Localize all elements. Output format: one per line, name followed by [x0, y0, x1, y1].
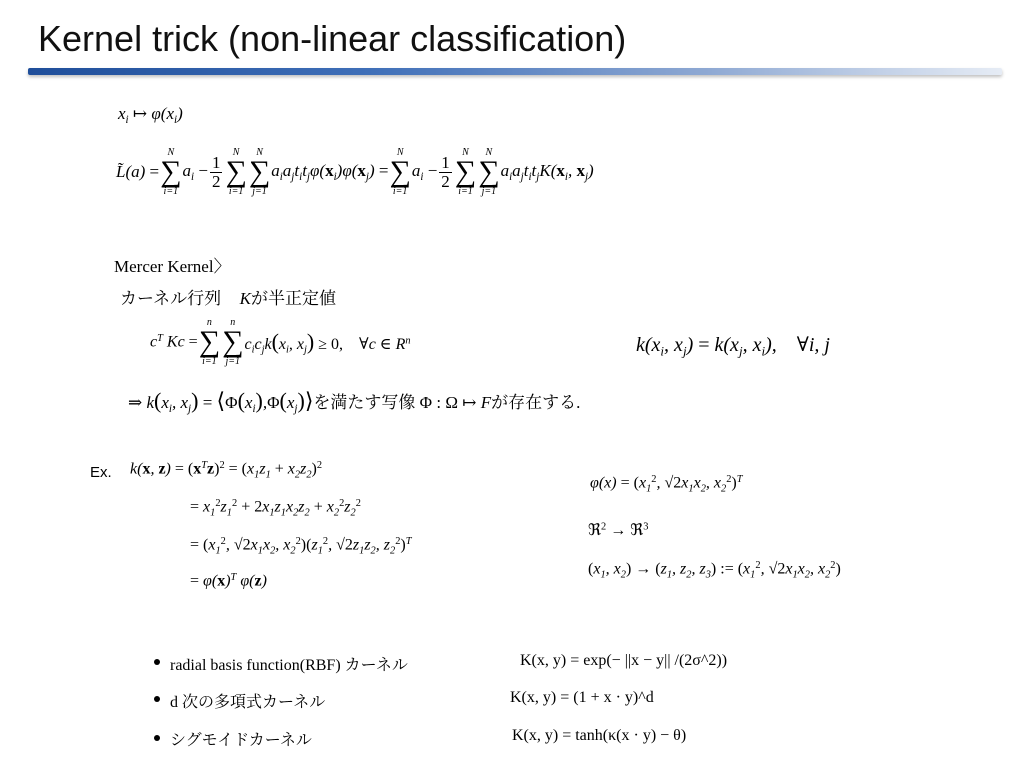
- example-line-1: k(x, $z) = (x^Tz)^2 = (x_1z_1 + x_2z_2)^2$: [130, 460, 323, 481]
- kernel-name: radial basis function(RBF) カーネル: [170, 657, 408, 674]
- kernel-name: d 次の多項式カーネル: [170, 694, 326, 711]
- kernel-name: シグモイドカーネル: [170, 732, 312, 749]
- mercer-condition-rest: が半正定値: [251, 289, 336, 308]
- kernel-formula: K(x, y) = (1 + x · y)^d: [510, 689, 654, 706]
- kernel-formula: K(x, y) = tanh(κ(x · y) − θ): [512, 727, 687, 744]
- kernel-list-item-rbf: [170, 652, 408, 675]
- mercer-condition-k: K: [239, 289, 251, 308]
- mercer-condition-text: [120, 284, 336, 309]
- psd-inequality-formula: $c^T$ Kc = n ∑ i=1 n ∑ j=1 $c_ic_jk(x_i$, $x_j) \ge 0$, ∀c ∈ $R^n$: [150, 317, 411, 367]
- kernel-formula: K(x, y) = exp(− ||x − y|| /(2σ^2)): [520, 652, 728, 669]
- example-line-3: = ($x_1^2$, $√2x_1x_2$, $x_2^2)(z_1^2$, $√2z_1z_2$, $z_2^2)^T$: [190, 536, 412, 557]
- mercer-condition-jp: カーネル行列: [120, 289, 222, 308]
- kernel-list-item-sigmoid: [170, 727, 312, 750]
- kernel-formula-sigmoid: [512, 727, 686, 745]
- mercer-kernel-heading: Mercer Kernel〉: [114, 257, 231, 276]
- bullet-marker: [154, 696, 160, 702]
- example-label: Ex.: [90, 464, 112, 481]
- example-line-2: = $x_1^2z_1^2 + 2x_1z_1x_2z_2 + x_2^2z_2^2$: [190, 498, 361, 519]
- space-mapping-formula: ℜ$^2$ → ℜ$^3$: [588, 521, 649, 539]
- coordinate-mapping-formula: ($x_1$, $x_2) \to (z_1$, $z_2$, $z_3$) := ($x_1^2$, $√2x_1x_2$, $x_2^2$): [588, 560, 841, 581]
- title-underline-bar: [28, 68, 1002, 75]
- slide-title: Kernel trick (non-linear classification): [38, 18, 627, 59]
- kernel-symmetry-formula: $k(x_i$, $x_j) = k(x_j$, $x_i$), ∀i, j: [636, 334, 830, 359]
- kernel-formula-polynomial: [510, 689, 654, 707]
- dual-lagrangian-formula: L̃(a) = N ∑ i=1 $a_i$ − $\frac{1}{2}$ N ∑ i=1 N ∑ j=1 $a_ia_jt_it_j\varphi(x_i)\varphi(x_j)$ = N ∑ i=1 $a_i$ − $\frac{1}{2}$ N ∑ i=1 N ∑ j=1 $a_ia_jt_it_jK(x_i$, $x_j$): [116, 147, 594, 197]
- example-line-4: = $\varphi(x)^T$ φ(z): [190, 572, 267, 590]
- feature-mapping-formula: $x_i$ ↦ $\varphi(x_i)$: [118, 104, 183, 126]
- mercer-conclusion-formula: ⇒ $k(x_i$, $x_j$) = $⟨\Phi(x_i),\Phi(x_j)⟩$を満たす写像 Φ : Ω ↦ Fが存在する.: [128, 388, 581, 415]
- bullet-marker: [154, 735, 160, 741]
- kernel-list-item-polynomial: [170, 689, 325, 712]
- phi-definition-formula: $\varphi(x) = (x_1^2$, $√2x_1x_2$, $x_2^2)^T$: [590, 474, 743, 495]
- kernel-formula-rbf: [520, 652, 727, 670]
- bullet-marker: [154, 659, 160, 665]
